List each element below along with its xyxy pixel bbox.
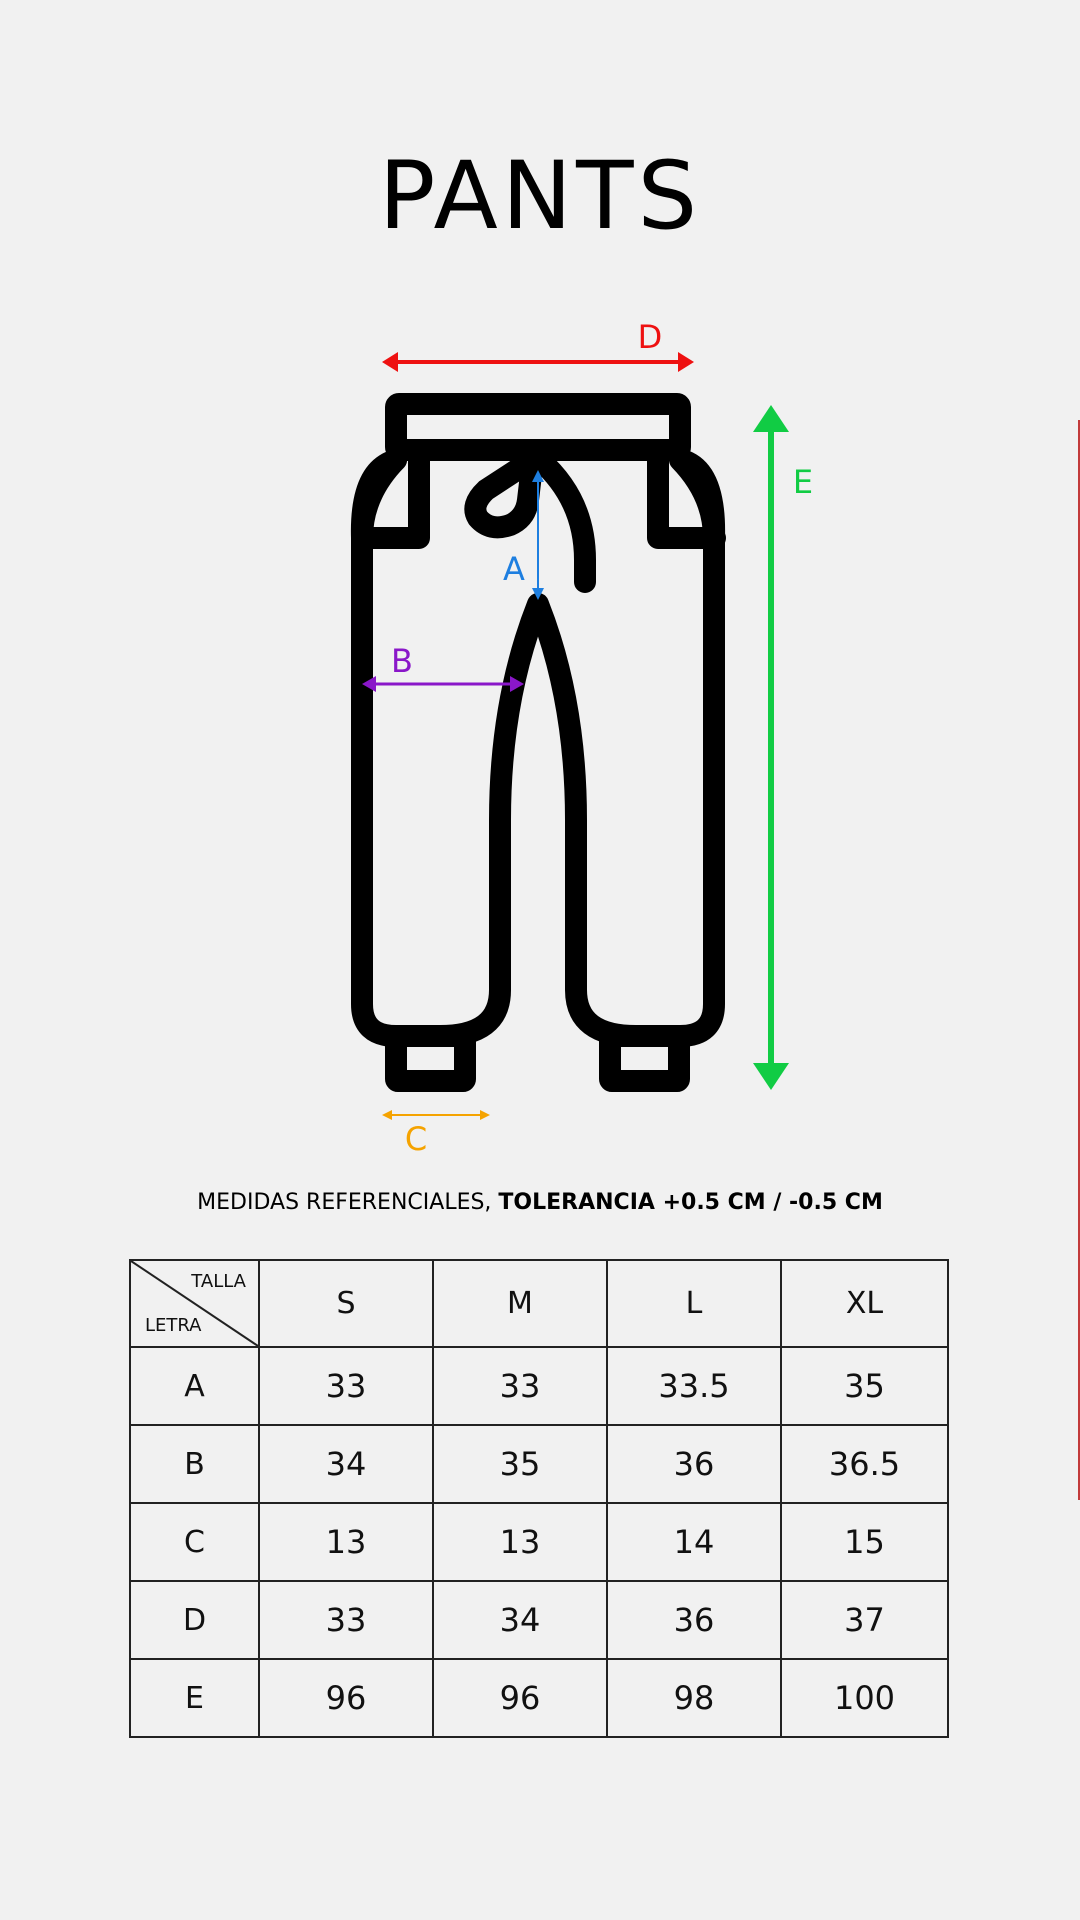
table-header-row — [130, 1260, 948, 1347]
table-row — [130, 1347, 948, 1425]
table-cell: 96 — [259, 1659, 433, 1737]
column-header: M — [433, 1260, 607, 1347]
table-cell: 15 — [781, 1503, 948, 1581]
table-row — [130, 1425, 948, 1503]
measure-c-arrow — [382, 1110, 490, 1120]
column-header: S — [259, 1260, 433, 1347]
column-header: XL — [781, 1260, 948, 1347]
page-title: PANTS — [378, 142, 702, 251]
table-cell: 96 — [433, 1659, 607, 1737]
table-cell: 33 — [259, 1581, 433, 1659]
caption-normal: MEDIDAS REFERENCIALES, — [197, 1190, 499, 1215]
row-letter-cell: E — [130, 1659, 259, 1737]
table-cell: 13 — [259, 1503, 433, 1581]
table-cell: 33 — [259, 1347, 433, 1425]
table-row — [130, 1659, 948, 1737]
table-cell: 35 — [781, 1347, 948, 1425]
corner-talla-label: TALLA — [191, 1271, 246, 1292]
row-letter-cell: C — [130, 1503, 259, 1581]
table-cell: 14 — [607, 1503, 781, 1581]
table-cell: 34 — [259, 1425, 433, 1503]
corner-letra-label: LETRA — [145, 1315, 202, 1336]
table-row — [130, 1581, 948, 1659]
table-cell: 35 — [433, 1425, 607, 1503]
table-cell: 98 — [607, 1659, 781, 1737]
size-table — [129, 1259, 949, 1738]
table-cell: 37 — [781, 1581, 948, 1659]
table-cell: 100 — [781, 1659, 948, 1737]
measure-b-arrow — [362, 676, 524, 692]
tolerance-caption — [0, 1190, 1080, 1215]
table-corner-cell — [130, 1260, 259, 1347]
row-letter-cell: D — [130, 1581, 259, 1659]
measure-c-label: C — [404, 1120, 428, 1158]
table-cell: 36 — [607, 1425, 781, 1503]
measure-d-label: D — [637, 318, 663, 356]
row-letter-cell: A — [130, 1347, 259, 1425]
measure-e-label: E — [792, 463, 814, 501]
column-header: L — [607, 1260, 781, 1347]
row-letter-cell: B — [130, 1425, 259, 1503]
table-row — [130, 1503, 948, 1581]
table-cell: 33.5 — [607, 1347, 781, 1425]
table-cell: 36 — [607, 1581, 781, 1659]
table-cell: 13 — [433, 1503, 607, 1581]
measure-a-label: A — [503, 550, 525, 588]
measure-b-label: B — [391, 642, 413, 680]
table-cell: 36.5 — [781, 1425, 948, 1503]
table-cell: 34 — [433, 1581, 607, 1659]
caption-bold: TOLERANCIA +0.5 CM / -0.5 CM — [498, 1190, 883, 1215]
table-cell: 33 — [433, 1347, 607, 1425]
measure-e-arrow — [753, 405, 789, 1090]
